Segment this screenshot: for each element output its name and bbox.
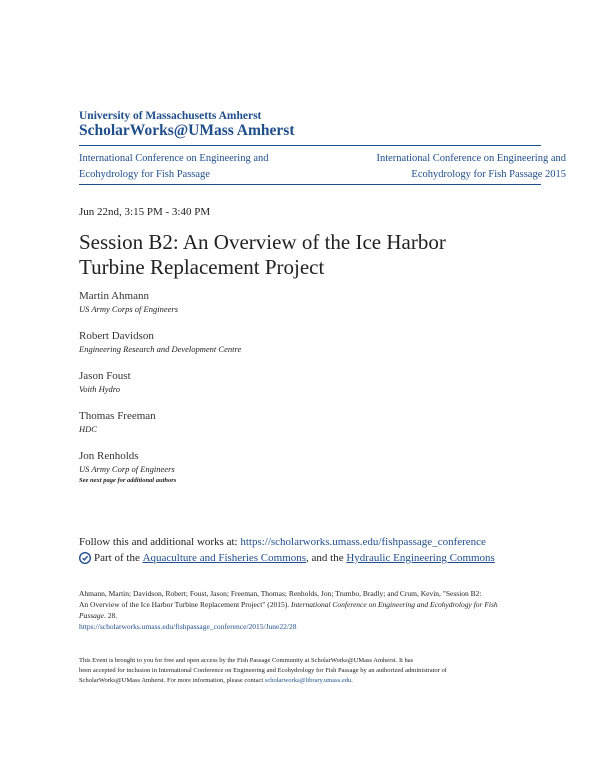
citation-venue-end: Passage [79,611,104,620]
partof-middle: , and the [306,552,344,564]
part-of-line [79,552,495,564]
author-name: Jon Renholds [79,450,139,462]
author-entry [79,329,241,355]
author-name: Thomas Freeman [79,410,156,422]
author-entry [79,409,241,435]
follow-url-link[interactable]: https://scholarworks.umass.edu/fishpassage_conference [240,536,486,548]
title-line1: Session B2: An Overview of the Ice Harbor [79,230,446,254]
aquaculture-commons-link[interactable]: Aquaculture and Fisheries Commons [142,552,307,564]
series-left-line1: International Conference on Engineering and [79,153,269,164]
author-name: Martin Ahmann [79,290,149,302]
hydraulic-commons-link[interactable]: Hydraulic Engineering Commons [346,552,495,564]
author-entry [79,449,241,475]
citation-venue: International Conference on Engineering and Ecohydrology for Fish [290,600,498,609]
citation-url-link[interactable]: https://scholarworks.umass.edu/fishpassage_conference/2015/June22/28 [79,622,297,631]
notice-line3 [79,676,549,686]
citation-line2-text: An Overview of the Ice Harbor Turbine Replacement Project" (2015). [79,600,291,609]
follow-line [79,536,486,548]
notice-line1: This Event is brought to you for free and open access by the Fish Passage Community at ScholarWorks@UMass Amherst. It has [79,657,414,664]
notice-line3-suffix: . [351,677,353,684]
author-affiliation: Voith Hydro [79,384,121,394]
series-rule [79,184,541,185]
header-rule [79,145,541,146]
see-next-note: See next page for additional authors [79,477,177,484]
title-line2: Turbine Replacement Project [79,255,325,279]
site-name-link[interactable]: ScholarWorks@UMass Amherst [79,122,295,139]
series-left-line2: Ecohydrology for Fish Passage [79,168,210,180]
series-link-right[interactable] [326,151,566,182]
access-notice [79,656,549,686]
recommended-citation [79,588,549,632]
author-affiliation: HDC [79,424,97,434]
author-affiliation: Engineering Research and Development Centre [79,344,242,354]
series-right-line1: International Conference on Engineering and [376,153,566,164]
event-title [79,230,549,280]
author-affiliation: US Army Corps of Engineers [79,304,179,314]
follow-prefix: Follow this and additional works at: [79,536,241,548]
notice-line3-prefix: ScholarWorks@UMass Amherst. For more information, please contact [79,677,265,684]
author-entry [79,289,241,315]
author-affiliation: US Army Corp of Engineers [79,464,175,474]
citation-number: . 28. [104,611,118,620]
series-right-line2: Ecohydrology for Fish Passage 2015 [411,168,566,180]
series-link-left[interactable] [79,151,309,182]
author-list [79,289,241,489]
network-recommendation-icon [79,552,91,564]
institution-name: University of Massachusetts Amherst [79,110,262,122]
notice-line2: been accepted for inclusion in International Conference on Engineering and Ecohydrology for Fish Passage by an authorized administrator of [79,667,447,674]
citation-line3 [79,610,549,621]
author-entry [79,369,241,395]
author-name: Robert Davidson [79,330,154,342]
contact-email-link[interactable]: scholarworks@library.umass.edu [264,677,352,684]
author-name: Jason Foust [79,370,131,382]
citation-line1: Ahmann, Martin; Davidson, Robert; Foust, Jason; Freeman, Thomas; Renholds, Jon; Trumbo, Bradly; and Crum, Kevin, "Session B2: [79,589,482,598]
event-date: Jun 22nd, 3:15 PM - 3:40 PM [79,206,211,218]
citation-line2 [79,599,549,610]
partof-prefix: Part of the [94,552,140,564]
